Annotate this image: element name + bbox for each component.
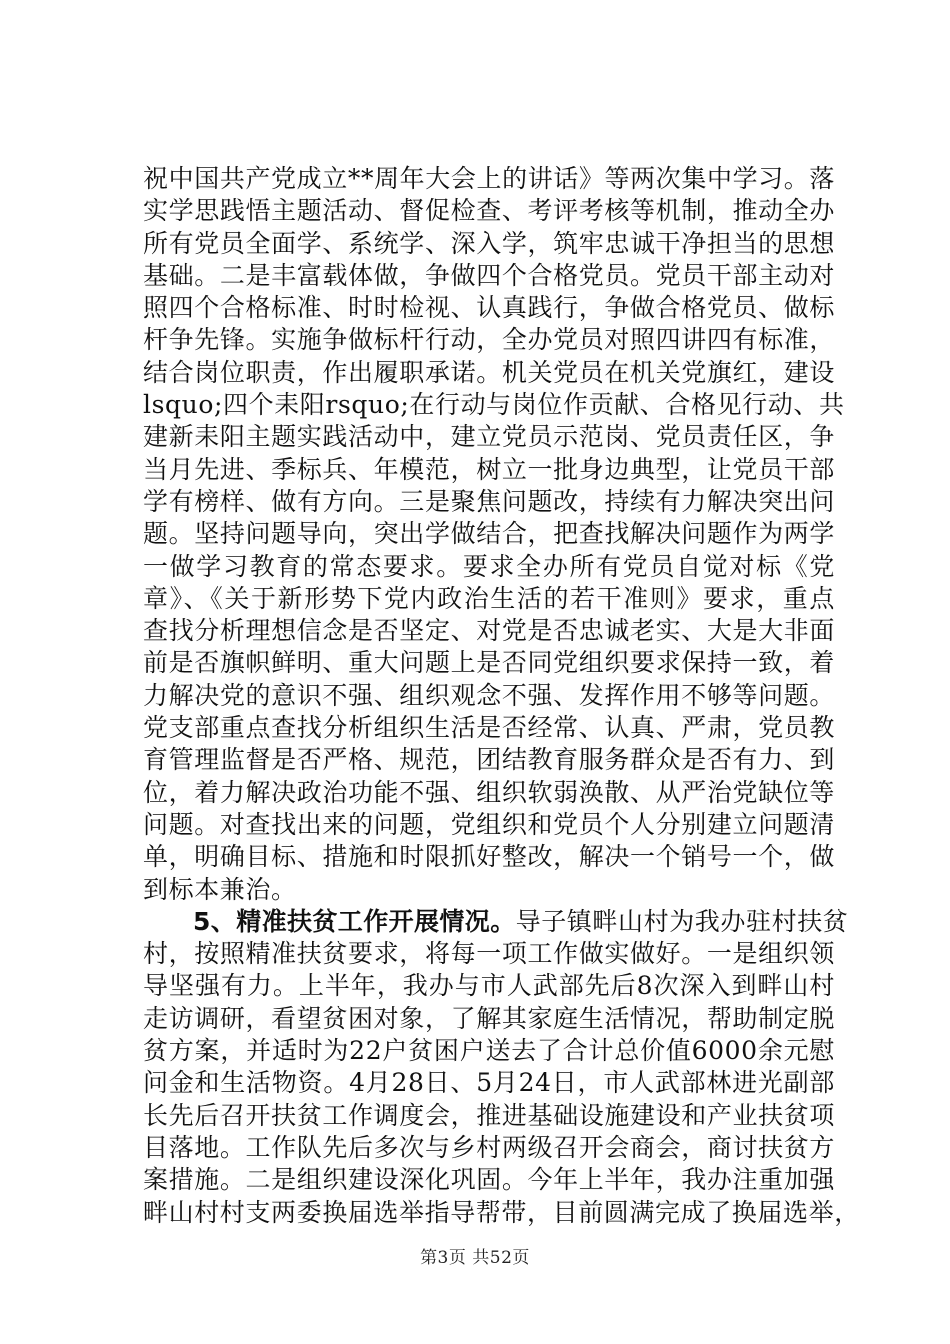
text-line: 村，按照精准扶贫要求，将每一项工作做实做好。一是组织领 (143, 939, 835, 969)
text-line: 章》、《关于新形势下党内政治生活的若干准则》要求，重点 (143, 583, 835, 613)
text-line: 查找分析理想信念是否坚定、对党是否忠诚老实、大是大非面 (143, 616, 835, 646)
text-line: 目落地。工作队先后多次与乡村两级召开会商会，商讨扶贫方 (143, 1132, 835, 1162)
text-line: 照四个合格标准、时时检视、认真践行，争做合格党员、做标 (143, 293, 835, 323)
text-line: 一做学习教育的常态要求。要求全办所有党员自觉对标《党 (143, 551, 835, 581)
section-5-lead-text: 导子镇畔山村为我办驻村扶贫 (515, 906, 849, 936)
text-line: 长先后召开扶贫工作调度会，推进基础设施建设和产业扶贫项 (143, 1100, 835, 1130)
text-line: 案措施。二是组织建设深化巩固。今年上半年，我办注重加强 (143, 1165, 835, 1195)
text-line: 建新耒阳主题实践活动中，建立党员示范岗、党员责任区，争 (143, 422, 835, 452)
text-line: 单，明确目标、措施和时限抓好整改，解决一个销号一个，做 (143, 842, 835, 872)
text-line: 题。坚持问题导向，突出学做结合，把查找解决问题作为两学 (143, 519, 835, 549)
text-line: 育管理监督是否严格、规范，团结教育服务群众是否有力、到 (143, 745, 835, 775)
text-line: 前是否旗帜鲜明、重大问题上是否同党组织要求保持一致，着 (143, 648, 835, 678)
section-5-heading: 5、精准扶贫工作开展情况。 (193, 906, 516, 936)
text-line: 走访调研，看望贫困对象，了解其家庭生活情况，帮助制定脱 (143, 1003, 835, 1033)
text-line: 问题。对查找出来的问题，党组织和党员个人分别建立问题清 (143, 809, 835, 839)
text-line: 位，着力解决政治功能不强、组织软弱涣散、从严治党缺位等 (143, 777, 835, 807)
text-line: 畔山村村支两委换届选举指导帮带，目前圆满完成了换届选举， (143, 1197, 860, 1227)
text-line: 祝中国共产党成立**周年大会上的讲话》等两次集中学习。落 (143, 164, 835, 193)
section-5-first-line (143, 906, 849, 938)
text-line: 基础。二是丰富载体做，争做四个合格党员。党员干部主动对 (143, 260, 835, 290)
text-line: 杆争先锋。实施争做标杆行动，全办党员对照四讲四有标准， (143, 325, 835, 355)
text-line: 实学思践悟主题活动、督促检查、考评考核等机制，推动全办 (143, 196, 835, 226)
text-line: 问金和生活物资。4月28日、5月24日，市人武部林进光副部 (143, 1068, 835, 1098)
text-line: 到标本兼治。 (143, 874, 297, 904)
text-line: 所有党员全面学、系统学、深入学，筑牢忠诚干净担当的思想 (143, 228, 835, 258)
body-text (143, 163, 860, 1229)
text-line: 当月先进、季标兵、年模范，树立一批身边典型，让党员干部 (143, 454, 835, 484)
text-line: 党支部重点查找分析组织生活是否经常、认真、严肃，党员教 (143, 713, 835, 743)
text-line: 学有榜样、做有方向。三是聚焦问题改，持续有力解决突出问 (143, 486, 835, 516)
text-line: lsquo;四个耒阳rsquo;在行动与岗位作贡献、合格见行动、共 (143, 390, 845, 420)
text-line: 结合岗位职责，作出履职承诺。机关党员在机关党旗红，建设 (143, 357, 835, 387)
text-line: 力解决党的意识不强、组织观念不强、发挥作用不够等问题。 (143, 680, 835, 710)
text-line: 贫方案，并适时为22户贫困户送去了合计总价值6000余元慰 (143, 1036, 835, 1066)
text-line: 导坚强有力。上半年，我办与市人武部先后8次深入到畔山村 (143, 971, 835, 1001)
page-number-footer: 第3页 共52页 (420, 1248, 530, 1268)
